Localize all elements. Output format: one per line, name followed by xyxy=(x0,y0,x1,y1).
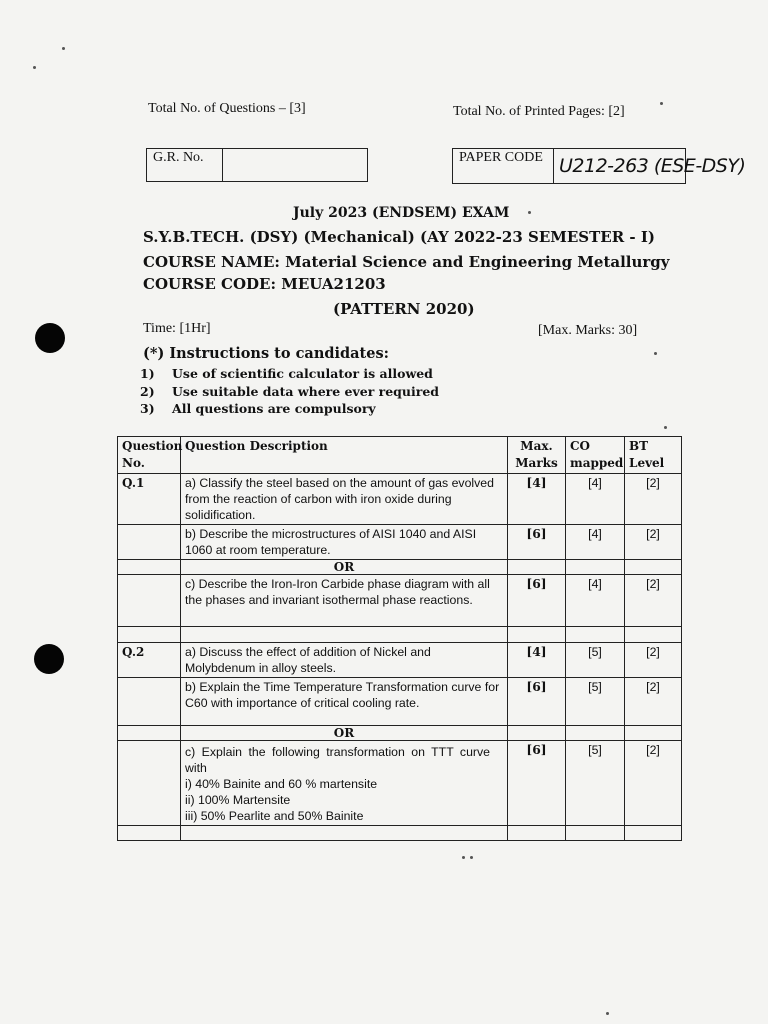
question-bt: [2] xyxy=(625,474,682,525)
question-bt: [2] xyxy=(625,741,682,826)
question-marks: [6] xyxy=(508,525,566,560)
instruction-item: Use suitable data where ever required xyxy=(172,384,440,399)
header-max-marks: Max. Marks xyxy=(508,437,566,474)
question-bt: [2] xyxy=(625,575,682,627)
exam-title: July 2023 (ENDSEM) EXAM xyxy=(293,205,510,221)
question-description: a) Discuss the effect of addition of Nickel and Molybdenum in alloy steels. xyxy=(181,643,508,678)
question-co: [4] xyxy=(566,575,625,627)
question-description: b) Explain the Time Temperature Transformation curve for C60 with importance of critical cooling rate. xyxy=(181,678,508,726)
paper-code-box xyxy=(452,148,746,184)
instructions-heading: (*) Instructions to candidates: xyxy=(143,345,389,362)
scan-speck xyxy=(33,66,36,69)
total-printed-pages: Total No. of Printed Pages: [2] xyxy=(453,104,625,119)
binder-hole-bottom xyxy=(34,644,64,674)
table-header-row xyxy=(118,437,682,474)
question-co: [5] xyxy=(566,678,625,726)
question-number xyxy=(118,575,181,627)
scan-speck xyxy=(470,856,473,859)
total-questions: Total No. of Questions – [3] xyxy=(148,101,306,116)
question-subitem: iii) 50% Pearlite and 50% Bainite xyxy=(185,809,364,823)
spacer-row xyxy=(118,826,682,841)
question-subitem: ii) 100% Martensite xyxy=(185,793,291,807)
question-co: [5] xyxy=(566,741,625,826)
question-intro: c) Explain the following transformation on TTT curve with xyxy=(185,745,490,775)
instruction-number: 3) xyxy=(140,401,155,416)
scan-speck xyxy=(62,47,65,50)
max-marks: [Max. Marks: 30] xyxy=(538,323,638,338)
table-row xyxy=(118,525,682,560)
question-marks: [6] xyxy=(508,575,566,627)
course-code: COURSE CODE: MEUA21203 xyxy=(143,275,386,293)
or-row xyxy=(118,726,682,741)
or-row xyxy=(118,560,682,575)
question-description: b) Describe the microstructures of AISI 1040 and AISI 1060 at room temperature. xyxy=(181,525,508,560)
spacer-row xyxy=(118,627,682,643)
question-bt: [2] xyxy=(625,525,682,560)
header-bt-level: BT Level xyxy=(625,437,682,474)
question-description: a) Classify the steel based on the amount of gas evolved from the reaction of carbon with iron oxide during solidification. xyxy=(181,474,508,525)
header-question-no: Question No. xyxy=(118,437,181,474)
instruction-number: 1) xyxy=(140,366,155,381)
table-row xyxy=(118,643,682,678)
question-co: [5] xyxy=(566,643,625,678)
scan-speck xyxy=(660,102,663,105)
header-description: Question Description xyxy=(181,437,508,474)
question-number: Q.1 xyxy=(118,474,181,525)
gr-number-field[interactable] xyxy=(222,149,368,181)
scan-speck xyxy=(462,856,465,859)
question-co: [4] xyxy=(566,474,625,525)
question-number: Q.2 xyxy=(118,643,181,678)
or-separator: OR xyxy=(181,560,508,575)
question-marks: [4] xyxy=(508,474,566,525)
scan-speck xyxy=(654,352,657,355)
question-table xyxy=(117,436,682,841)
paper-code-value: U212-263 (ESE-DSY) xyxy=(559,155,746,177)
paper-code-label: PAPER CODE xyxy=(459,150,543,165)
question-marks: [4] xyxy=(508,643,566,678)
question-number xyxy=(118,741,181,826)
question-co: [4] xyxy=(566,525,625,560)
exam-time: Time: [1Hr] xyxy=(143,321,211,336)
scan-speck xyxy=(606,1012,609,1015)
instruction-number: 2) xyxy=(140,384,155,399)
question-bt: [2] xyxy=(625,678,682,726)
paper-code-divider xyxy=(553,149,554,183)
gr-number-box xyxy=(146,148,368,182)
header-co-mapped: CO mapped xyxy=(566,437,625,474)
question-bt: [2] xyxy=(625,643,682,678)
instruction-item: All questions are compulsory xyxy=(172,401,376,416)
or-separator: OR xyxy=(181,726,508,741)
question-description: c) Describe the Iron-Iron Carbide phase diagram with all the phases and invariant isothermal phase reactions. xyxy=(181,575,508,627)
question-marks: [6] xyxy=(508,741,566,826)
instruction-item: Use of scientific calculator is allowed xyxy=(172,366,433,381)
program-line: S.Y.B.TECH. (DSY) (Mechanical) (AY 2022-23 SEMESTER - I) xyxy=(143,228,655,246)
table-row xyxy=(118,575,682,627)
question-description xyxy=(181,741,508,826)
question-number xyxy=(118,678,181,726)
binder-hole-top xyxy=(35,323,65,353)
course-name: COURSE NAME: Material Science and Engineering Metallurgy xyxy=(143,253,670,271)
table-row xyxy=(118,474,682,525)
question-marks: [6] xyxy=(508,678,566,726)
scan-speck xyxy=(664,426,667,429)
pattern: (PATTERN 2020) xyxy=(333,300,475,318)
gr-number-label: G.R. No. xyxy=(153,150,204,165)
table-row xyxy=(118,741,682,826)
scan-speck xyxy=(528,211,531,214)
question-number xyxy=(118,525,181,560)
table-row xyxy=(118,678,682,726)
question-subitem: i) 40% Bainite and 60 % martensite xyxy=(185,777,378,791)
